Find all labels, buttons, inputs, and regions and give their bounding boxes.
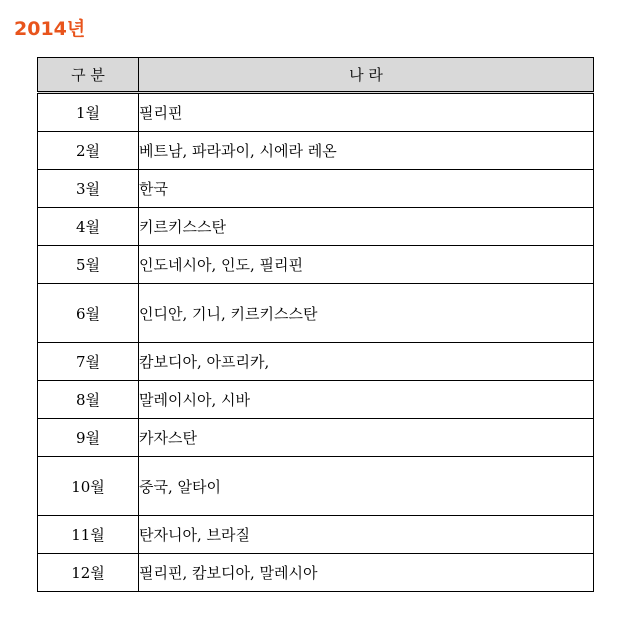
- table-row: [38, 381, 594, 419]
- table-row: [38, 93, 594, 132]
- month-cell: 6월: [38, 284, 139, 343]
- month-cell: 2월: [38, 132, 139, 170]
- table-row: [38, 554, 594, 592]
- country-cell: 캄보디아, 아프리카,: [139, 343, 594, 381]
- table-row: [38, 170, 594, 208]
- table-row: [38, 516, 594, 554]
- month-cell: 11월: [38, 516, 139, 554]
- month-cell: 3월: [38, 170, 139, 208]
- country-cell: 카자스탄: [139, 419, 594, 457]
- country-cell: 탄자니아, 브라질: [139, 516, 594, 554]
- country-cell: 필리핀: [139, 93, 594, 132]
- table-header-row: [38, 58, 594, 93]
- table-row: [38, 419, 594, 457]
- month-cell: 10월: [38, 457, 139, 516]
- country-cell: 베트남, 파라과이, 시에라 레온: [139, 132, 594, 170]
- country-cell: 말레이시아, 시바: [139, 381, 594, 419]
- month-cell: 8월: [38, 381, 139, 419]
- table-row: [38, 284, 594, 343]
- month-cell: 12월: [38, 554, 139, 592]
- table-row: [38, 208, 594, 246]
- country-cell: 키르키스스탄: [139, 208, 594, 246]
- month-cell: 9월: [38, 419, 139, 457]
- table-row: [38, 343, 594, 381]
- country-cell: 인도네시아, 인도, 필리핀: [139, 246, 594, 284]
- month-cell: 4월: [38, 208, 139, 246]
- header-country: 나 라: [139, 58, 594, 93]
- country-cell: 인디안, 기니, 키르키스스탄: [139, 284, 594, 343]
- month-cell: 7월: [38, 343, 139, 381]
- header-month: 구 분: [38, 58, 139, 93]
- month-cell: 5월: [38, 246, 139, 284]
- monthly-country-table: [37, 57, 594, 592]
- country-cell: 한국: [139, 170, 594, 208]
- table-row: [38, 132, 594, 170]
- country-cell: 필리핀, 캄보디아, 말레시아: [139, 554, 594, 592]
- table-row: [38, 457, 594, 516]
- month-cell: 1월: [38, 93, 139, 132]
- country-cell: 중국, 알타이: [139, 457, 594, 516]
- table-row: [38, 246, 594, 284]
- page-title: 2014년: [14, 18, 86, 40]
